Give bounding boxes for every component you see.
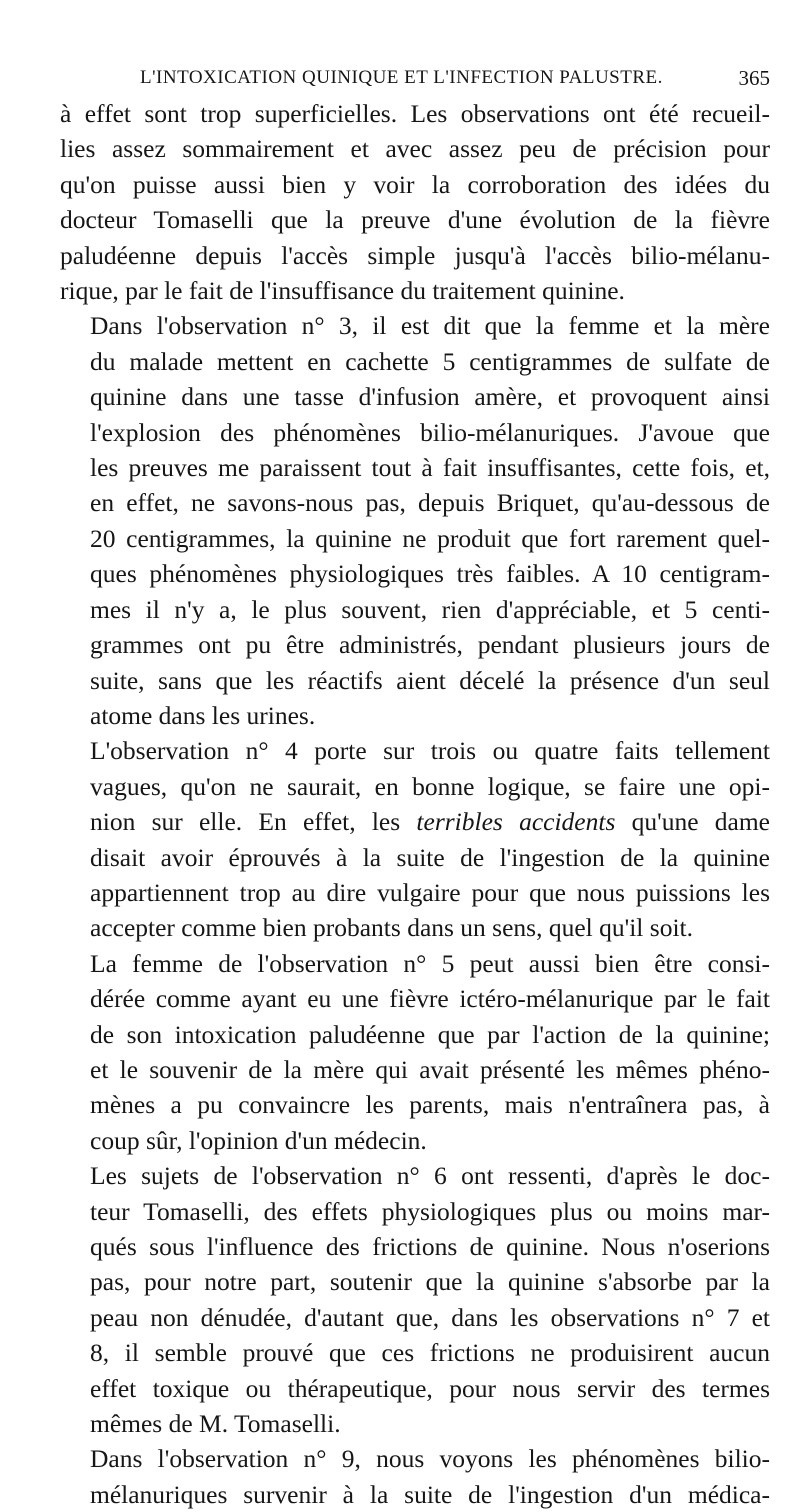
text-line: les preuves me paraissent tout à fait insuffisantes, cette fois, et,	[90, 453, 770, 483]
running-title: L'INTOXICATION QUINIQUE ET L'INFECTION PALUSTRE.	[140, 67, 663, 88]
text-line: Dans l'observation n° 3, il est dit que la femme et la mère	[90, 311, 770, 341]
text-line: mêmes de M. Tomaselli.	[90, 1409, 341, 1439]
text-line: pas, pour notre part, soutenir que la quinine s'absorbe par la	[90, 1267, 770, 1297]
text-line-with-emphasis	[60, 804, 770, 839]
paragraph-5	[60, 1158, 770, 1441]
text-line: en effet, ne savons-nous pas, depuis Briquet, qu'au-dessous de	[90, 488, 770, 518]
text-line: docteur Tomaselli que la preuve d'une évolution de la fièvre	[60, 205, 770, 235]
text-line: à effet sont trop superficielles. Les observations ont été recueil-	[60, 99, 770, 128]
text-line: atome dans les urines.	[90, 700, 316, 730]
text-line: disait avoir éprouvés à la suite de l'ingestion de la quinine	[90, 842, 770, 872]
text-line: Dans l'observation n° 9, nous voyons les phénomènes bilio-	[90, 1444, 770, 1474]
text-line: peau non dénudée, d'autant que, dans les observations n° 7 et	[90, 1302, 770, 1332]
text-line: du malade mettent en cachette 5 centigrammes de sulfate de	[90, 346, 770, 376]
paragraph-4	[60, 946, 770, 1158]
text-line: rique, par le fait de l'insuffisance du traitement quinine.	[60, 276, 625, 306]
text-fragment: qu'une dame	[631, 807, 771, 837]
emphasis-text: terribles accidents	[416, 807, 616, 837]
page-number: 365	[738, 66, 770, 90]
paragraph-2	[60, 308, 770, 733]
text-line: coup sûr, l'opinion d'un médecin.	[90, 1125, 427, 1155]
text-line: qu'on puisse aussi bien y voir la corroboration des idées du	[60, 169, 770, 199]
text-line: mènes a pu convaincre les parents, mais n'entraînera pas, à	[90, 1090, 770, 1120]
text-line: lies assez sommairement et avec assez peu de précision pour	[60, 134, 770, 164]
text-line: vagues, qu'on ne saurait, en bonne logique, se faire une opi-	[90, 771, 770, 801]
text-line: Les sujets de l'observation n° 6 ont ressenti, d'après le doc-	[90, 1161, 770, 1191]
text-line: et le souvenir de la mère qui avait présenté les mêmes phéno-	[90, 1054, 770, 1084]
text-line: 8, il semble prouvé que ces frictions ne produisirent aucun	[90, 1338, 770, 1368]
text-line: de son intoxication paludéenne que par l'action de la quinine;	[90, 1019, 770, 1049]
text-line: ques phénomènes physiologiques très faibles. A 10 centigram-	[90, 559, 770, 589]
text-line: accepter comme bien probants dans un sens, quel qu'il soit.	[90, 913, 693, 943]
text-line: mes il n'y a, le plus souvent, rien d'appréciable, et 5 centi-	[90, 594, 770, 624]
text-line: grammes ont pu être administrés, pendant plusieurs jours de	[90, 630, 770, 660]
text-line: qués sous l'influence des frictions de quinine. Nous n'oserions	[90, 1232, 770, 1261]
paragraph-3	[60, 733, 770, 945]
text-line: mélanuriques survenir à la suite de l'ingestion d'un médica-	[90, 1479, 770, 1509]
text-line: l'explosion des phénomènes bilio-mélanuriques. J'avoue que	[90, 417, 770, 447]
text-line: appartiennent trop au dire vulgaire pour que nous puissions les	[90, 877, 770, 907]
text-fragment: nion sur elle. En effet, les	[90, 807, 401, 837]
text-line: effet toxique ou thérapeutique, pour nous servir des termes	[90, 1373, 770, 1403]
body-text	[60, 96, 770, 1512]
running-head	[60, 58, 770, 98]
text-line: suite, sans que les réactifs aient décelé la présence d'un seul	[90, 665, 770, 695]
text-line: paludéenne depuis l'accès simple jusqu'à l'accès bilio-mélanu-	[60, 240, 770, 270]
paragraph-1	[60, 96, 770, 308]
text-line: La femme de l'observation n° 5 peut aussi bien être consi-	[90, 948, 770, 978]
text-line: teur Tomaselli, des effets physiologiques plus ou moins mar-	[90, 1196, 770, 1226]
text-line: 20 centigrammes, la quinine ne produit que fort rarement quel-	[90, 523, 770, 553]
text-line: quinine dans une tasse d'infusion amère, et provoquent ainsi	[90, 382, 770, 412]
text-line: dérée comme ayant eu une fièvre ictéro-mélanurique par le fait	[90, 984, 770, 1014]
text-line: L'observation n° 4 porte sur trois ou quatre faits tellement	[90, 736, 770, 766]
